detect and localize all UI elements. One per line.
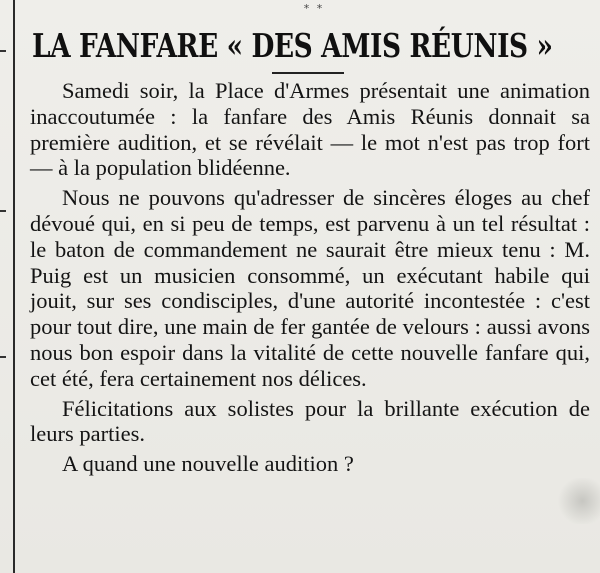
paragraph-praise: Nous ne pouvons qu'adresser de sincères éloges au chef dévoué qui, en si peu de temps, est parvenu à un tel résultat : le baton de commandement ne saurait être mieux tenu : M. Puig est un musicien consommé, un exécutant habile qui jouit, sur ses condisciples, d'une autorité incontestée : c'est pour tout dire, une main de fer gantée de velours : aussi avons nous bon espoir dans la vitalité de cette nouvelle fanfare qui, cet été, fera certainement nos délices. [30,185,590,391]
column-rule [13,0,15,573]
headline-underline [272,72,344,74]
paragraph-audition: Samedi soir, la Place d'Armes présentait une animation inaccoutumée : la fanfare des Amis Réunis donnait sa première audition, et se révélait — le mot n'est pas trop fort — à la population blidéenne. [30,78,590,181]
paragraph-question: A quand une nouvelle audition ? [62,451,354,477]
ink-smudge [556,478,600,524]
paragraph-soloists: Félicitations aux solistes pour la brillante exécution de leurs parties. [30,395,590,447]
article-body [30,78,590,477]
article-headline: LA FANFARE « DES AMIS RÉUNIS » [32,26,553,65]
margin-mark [0,210,6,212]
margin-mark [0,50,6,52]
ornament: * * [303,2,325,15]
margin-mark [0,356,6,358]
